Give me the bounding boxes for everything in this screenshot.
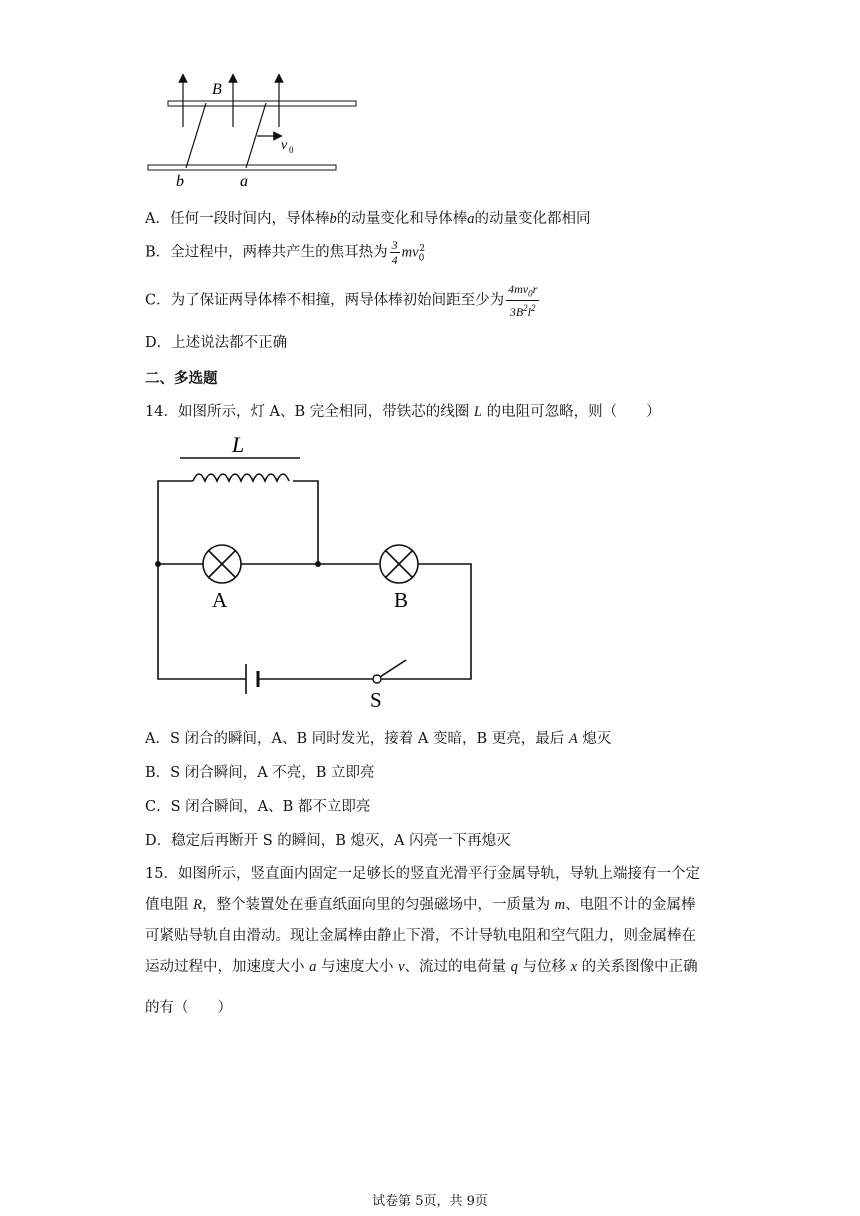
fraction-min-distance: $\frac{4mv_0r}{3B^2l^2}$ [508,282,538,320]
q13-option-d: D．上述说法都不正确 [145,335,288,351]
q14-option-b: B．S 闭合瞬间，A 不亮，B 立即亮 [145,765,375,781]
q14-option-d: D．稳定后再断开 S 的瞬间，B 熄灭，A 闪亮一下再熄灭 [145,833,511,849]
section-title: 二、多选题 [145,370,218,387]
circuit-figure [148,430,488,715]
label-a: a [240,173,248,190]
q15-line-3: 可紧贴导轨自由滑动。现让金属棒由静止下滑，不计导轨电阻和空气阻力，则金属棒在 [145,928,696,944]
label-B: B [394,588,409,612]
q15-line-2: 值电阻 R，整个装置处在垂直纸面向里的匀强磁场中，一质量为 m、电阻不计的金属棒 [145,897,696,913]
rails-figure [140,70,370,190]
label-b: b [176,173,184,190]
label-A: A [212,588,228,612]
q14-option-a: A．S 闭合的瞬间，A、B 同时发光，接着 A 变暗，B 更亮，最后 A 熄灭 [145,731,612,747]
label-B: B [212,81,222,98]
q15-line-1: 15．如图所示，竖直面内固定一足够长的竖直光滑平行金属导轨，导轨上端接有一个定 [145,866,700,882]
label-v0: v [281,138,288,153]
q13-option-a: A．任何一段时间内，导体棒b的动量变化和导体棒a的动量变化都相同 [145,211,591,227]
page-footer: 试卷第 5页，共 9页 [372,1194,488,1209]
q15-line-4: 运动过程中，加速度大小 a 与速度大小 v、流过的电荷量 q 与位移 x 的关系图像中正确 [145,959,698,975]
label-L: L [232,432,245,457]
label-v0-sub: 0 [289,145,294,155]
q15-line-5: 的有（ ） [145,1000,232,1016]
label-S: S [370,688,382,712]
q14-stem: 14．如图所示，灯 A、B 完全相同，带铁芯的线圈 L 的电阻可忽略，则（ ） [145,404,661,420]
q14-option-c: C．S 闭合瞬间，A、B 都不立即亮 [145,799,371,815]
q13-option-b: B．全过程中，两棒共产生的焦耳热为 $\frac{3}{4}$ $mv_0^2$ [145,238,426,267]
fraction-three-quarters: $\frac{3}{4}$ [391,238,398,267]
q13-option-c: C．为了保证两导体棒不相撞，两导体棒初始间距至少为 $\frac{4mv_0r}{3B^2l^2}$ [145,282,538,320]
